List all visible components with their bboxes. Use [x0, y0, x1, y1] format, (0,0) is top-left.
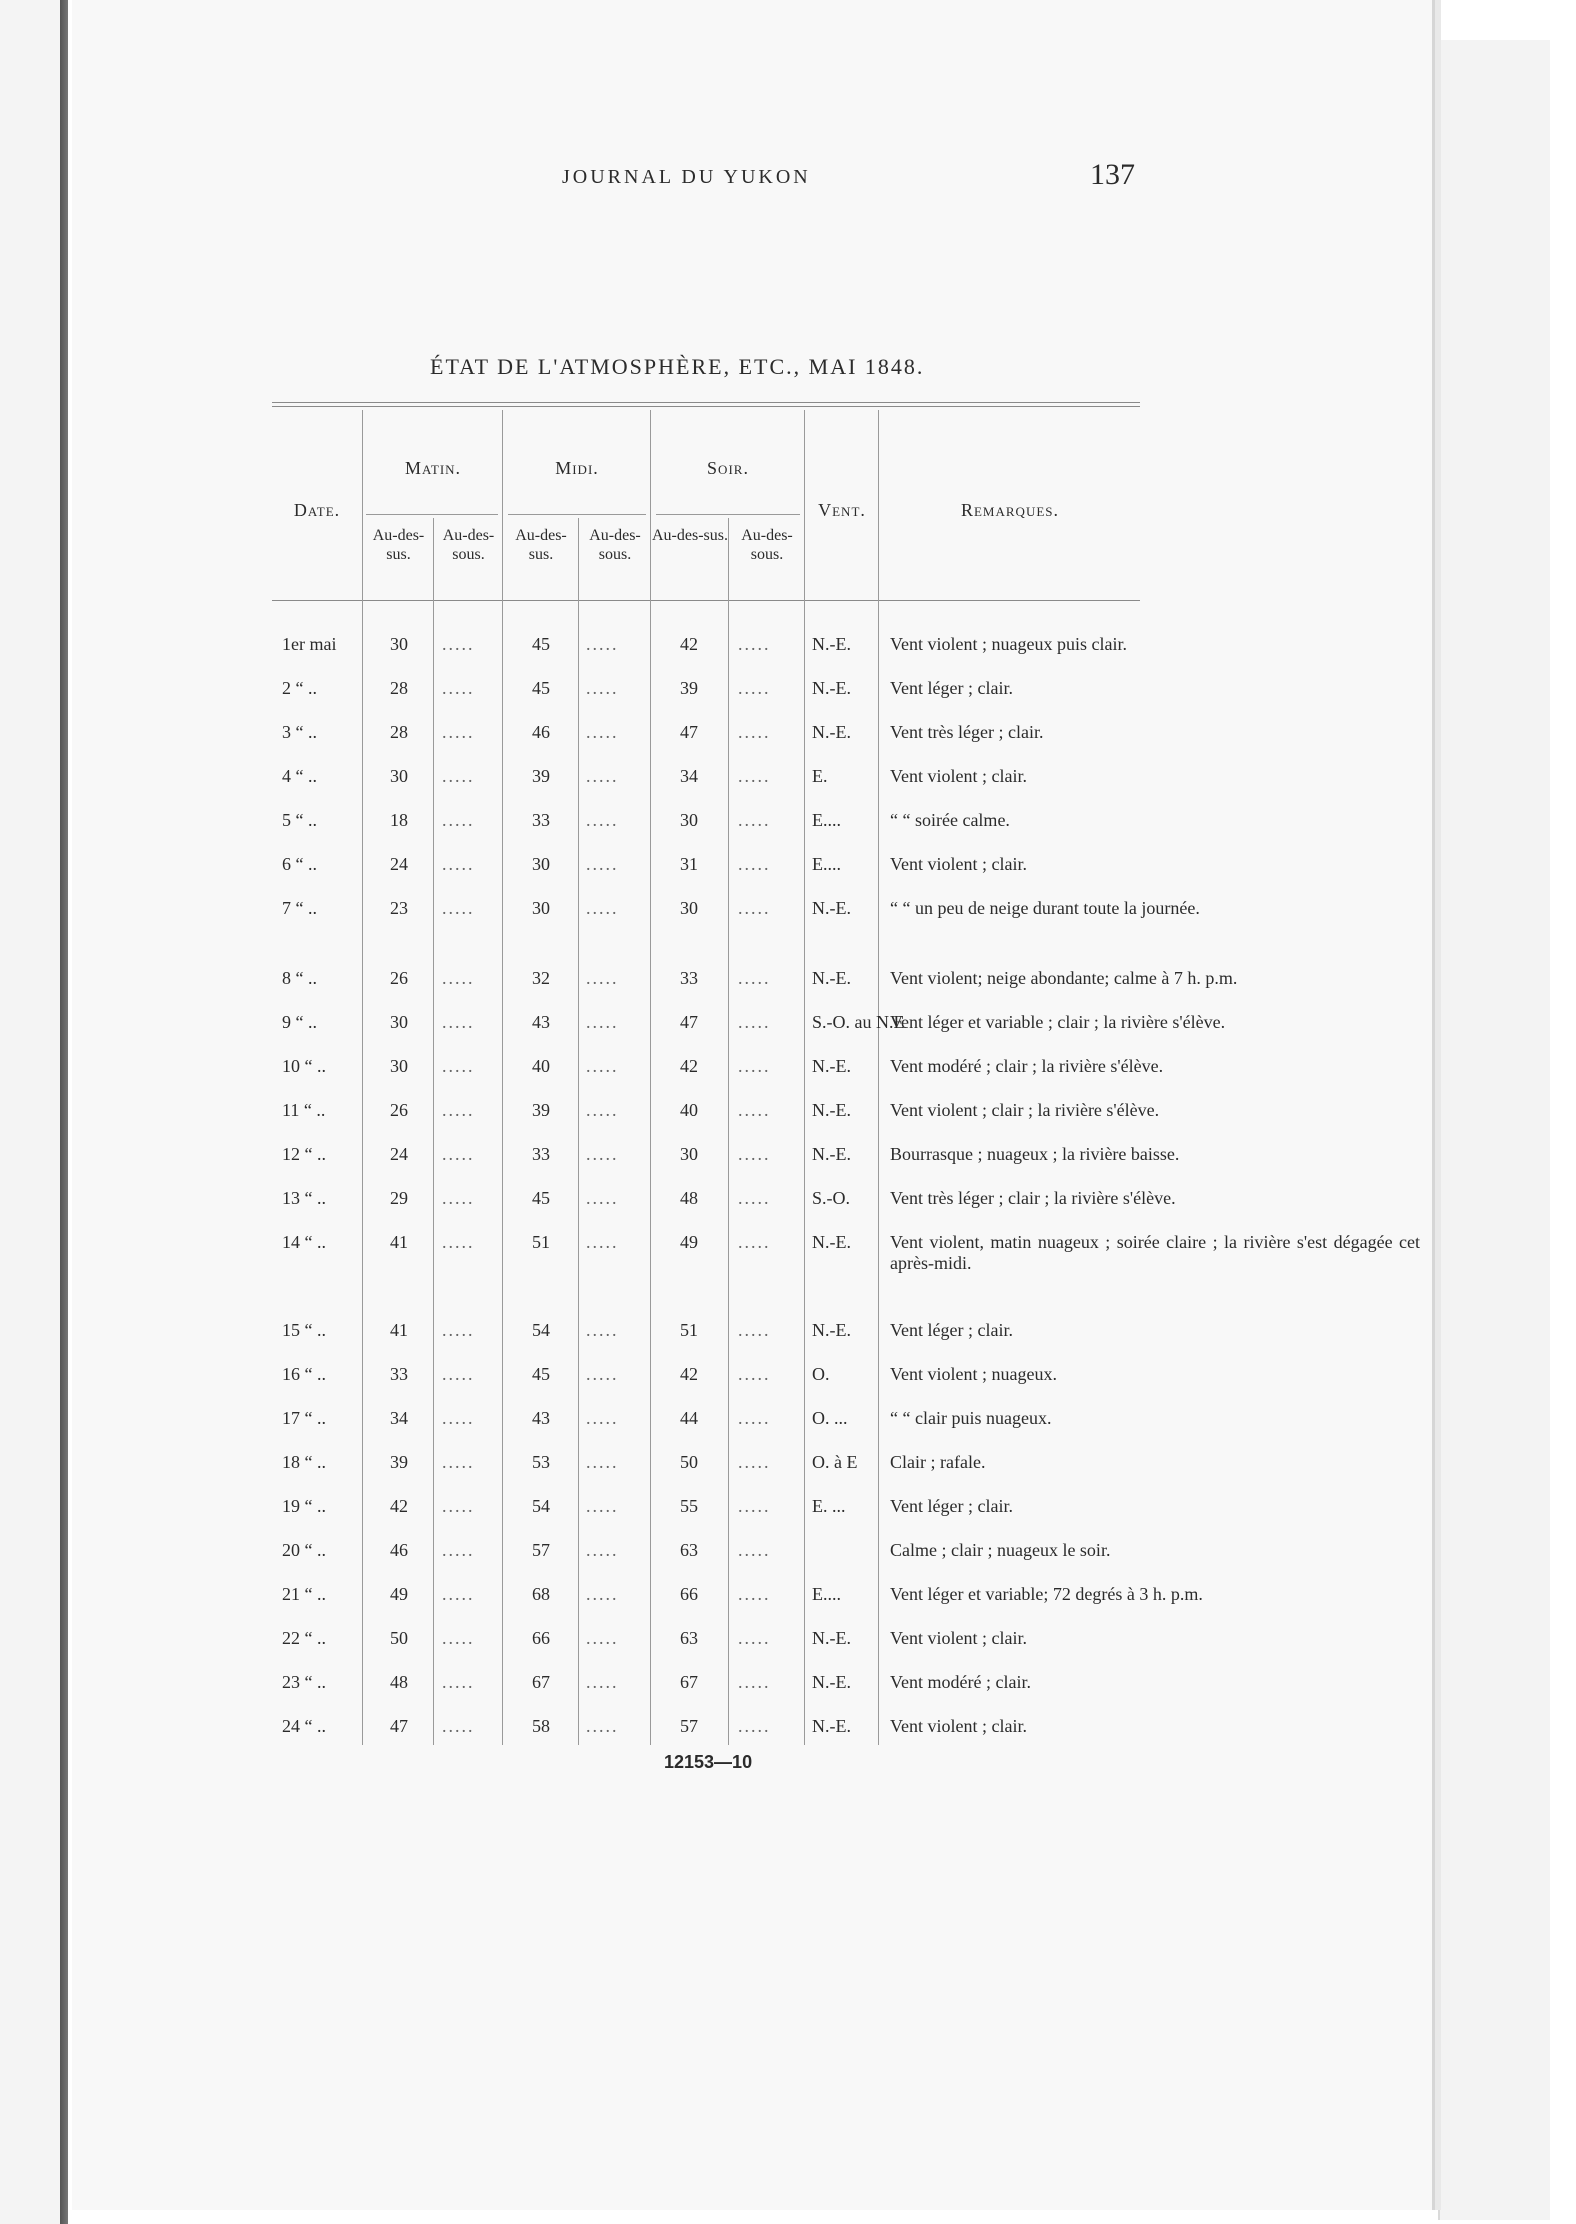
midi-dots: .....: [586, 1320, 619, 1340]
midi-value: 39: [532, 766, 550, 786]
remarks-cell: Vent violent ; clair.: [890, 1716, 1027, 1736]
soir-dots: .....: [738, 722, 771, 742]
midi-value: 45: [532, 678, 550, 698]
soir-value: 63: [680, 1540, 698, 1560]
midi-value: 67: [532, 1672, 550, 1692]
matin-value: 47: [390, 1716, 408, 1736]
remarks-cell: Vent violent ; clair.: [890, 854, 1027, 874]
midi-value: 30: [532, 898, 550, 918]
soir-value: 67: [680, 1672, 698, 1692]
soir-value: 30: [680, 1144, 698, 1164]
header-bottom-rule: [272, 600, 1140, 601]
wind-cell: N.-E.: [812, 1144, 851, 1164]
matin-value: 30: [390, 1056, 408, 1076]
book-binding: [0, 0, 68, 2224]
date-cell: 4 “ ..: [282, 766, 317, 786]
midi-value: 66: [532, 1628, 550, 1648]
soir-value: 66: [680, 1584, 698, 1604]
soir-dots: .....: [738, 766, 771, 786]
date-cell: 23 “ ..: [282, 1672, 326, 1692]
wind-cell: S.-O.: [812, 1188, 851, 1208]
soir-value: 63: [680, 1628, 698, 1648]
subheader-midi-au-dessous: Au-des-sous.: [589, 527, 641, 563]
table-top-rule-2: [272, 406, 1140, 407]
col-divider: [502, 410, 503, 1745]
table-top-rule: [272, 402, 1140, 403]
matin-dots: .....: [442, 1672, 475, 1692]
midi-dots: .....: [586, 678, 619, 698]
soir-dots: .....: [738, 1232, 771, 1252]
soir-dots: .....: [738, 1452, 771, 1472]
col-divider: [650, 410, 651, 1745]
midi-dots: .....: [586, 1716, 619, 1736]
midi-value: 45: [532, 634, 550, 654]
wind-cell: N.-E.: [812, 722, 851, 742]
date-cell: 19 “ ..: [282, 1496, 326, 1516]
midi-dots: .....: [586, 1144, 619, 1164]
matin-value: 46: [390, 1540, 408, 1560]
remarks-cell: Vent très léger ; clair.: [890, 722, 1044, 742]
matin-value: 41: [390, 1320, 408, 1340]
col-header-matin: Matin.: [404, 458, 462, 478]
matin-value: 30: [390, 766, 408, 786]
wind-cell: E....: [812, 810, 841, 830]
wind-cell: N.-E.: [812, 898, 851, 918]
matin-dots: .....: [442, 968, 475, 988]
midi-dots: .....: [586, 968, 619, 988]
midi-dots: .....: [586, 810, 619, 830]
midi-value: 53: [532, 1452, 550, 1472]
wind-cell: O. ...: [812, 1408, 848, 1428]
midi-dots: .....: [586, 1628, 619, 1648]
soir-dots: .....: [738, 1188, 771, 1208]
remarks-cell: Clair ; rafale.: [890, 1452, 986, 1472]
wind-cell: N.-E.: [812, 1320, 851, 1340]
soir-dots: .....: [738, 1100, 771, 1120]
matin-value: 39: [390, 1452, 408, 1472]
matin-value: 49: [390, 1584, 408, 1604]
remarks-cell: Vent très léger ; clair ; la rivière s'élève.: [890, 1188, 1176, 1208]
midi-value: 58: [532, 1716, 550, 1736]
soir-value: 47: [680, 1012, 698, 1032]
date-cell: 15 “ ..: [282, 1320, 326, 1340]
remarks-cell: Vent violent, matin nuageux ; soirée claire ; la rivière s'est dégagée cet après-midi.: [890, 1232, 1420, 1273]
midi-value: 68: [532, 1584, 550, 1604]
matin-dots: .....: [442, 1056, 475, 1076]
soir-dots: .....: [738, 1716, 771, 1736]
midi-value: 39: [532, 1100, 550, 1120]
date-cell: 22 “ ..: [282, 1628, 326, 1648]
wind-cell: E....: [812, 854, 841, 874]
midi-value: 33: [532, 1144, 550, 1164]
matin-dots: .....: [442, 1188, 475, 1208]
midi-dots: .....: [586, 1188, 619, 1208]
date-cell: 9 “ ..: [282, 1012, 317, 1032]
midi-dots: .....: [586, 898, 619, 918]
remarks-cell: Vent violent ; clair.: [890, 766, 1027, 786]
midi-dots: .....: [586, 1012, 619, 1032]
matin-dots: .....: [442, 1628, 475, 1648]
midi-dots: .....: [586, 766, 619, 786]
date-cell: 3 “ ..: [282, 722, 317, 742]
midi-value: 45: [532, 1364, 550, 1384]
remarks-cell: Vent léger ; clair.: [890, 678, 1013, 698]
midi-dots: .....: [586, 1584, 619, 1604]
soir-dots: .....: [738, 1540, 771, 1560]
wind-cell: O. à E: [812, 1452, 858, 1472]
matin-value: 30: [390, 1012, 408, 1032]
wind-cell: N.-E.: [812, 1232, 851, 1252]
col-header-midi: Midi.: [555, 458, 599, 478]
matin-value: 41: [390, 1232, 408, 1252]
col-header-remarques: Remarques.: [960, 500, 1059, 520]
midi-value: 45: [532, 1188, 550, 1208]
midi-value: 30: [532, 854, 550, 874]
soir-dots: .....: [738, 968, 771, 988]
soir-value: 30: [680, 898, 698, 918]
midi-dots: .....: [586, 1496, 619, 1516]
wind-cell: E....: [812, 1584, 841, 1604]
midi-dots: .....: [586, 1232, 619, 1252]
date-cell: 14 “ ..: [282, 1232, 326, 1252]
page-number: 137: [1090, 158, 1135, 191]
matin-dots: .....: [442, 810, 475, 830]
remarks-cell: “ “ clair puis nuageux.: [890, 1408, 1052, 1428]
matin-dots: .....: [442, 766, 475, 786]
midi-value: 51: [532, 1232, 550, 1252]
matin-dots: .....: [442, 1716, 475, 1736]
midi-value: 40: [532, 1056, 550, 1076]
date-cell: 13 “ ..: [282, 1188, 326, 1208]
matin-dots: .....: [442, 898, 475, 918]
matin-value: 26: [390, 968, 408, 988]
matin-value: 24: [390, 854, 408, 874]
remarks-cell: Vent léger ; clair.: [890, 1320, 1013, 1340]
next-page-edge: [1438, 40, 1550, 2220]
soir-value: 42: [680, 1364, 698, 1384]
wind-cell: E. ...: [812, 1496, 846, 1516]
midi-value: 33: [532, 810, 550, 830]
matin-dots: .....: [442, 1320, 475, 1340]
midi-dots: .....: [586, 1408, 619, 1428]
matin-dots: .....: [442, 1496, 475, 1516]
soir-dots: .....: [738, 1320, 771, 1340]
soir-dots: .....: [738, 854, 771, 874]
wind-cell: N.-E.: [812, 1056, 851, 1076]
midi-value: 32: [532, 968, 550, 988]
matin-value: 33: [390, 1364, 408, 1384]
soir-dots: .....: [738, 898, 771, 918]
soir-value: 48: [680, 1188, 698, 1208]
soir-dots: .....: [738, 1584, 771, 1604]
soir-value: 42: [680, 1056, 698, 1076]
soir-value: 33: [680, 968, 698, 988]
soir-value: 39: [680, 678, 698, 698]
soir-value: 44: [680, 1408, 698, 1428]
midi-dots: .....: [586, 1364, 619, 1384]
date-cell: 20 “ ..: [282, 1540, 326, 1560]
footer-code: 12153—10: [664, 1752, 753, 1772]
soir-dots: .....: [738, 1056, 771, 1076]
wind-cell: N.-E.: [812, 1672, 851, 1692]
group-rule-midi: [508, 514, 646, 515]
soir-value: 50: [680, 1452, 698, 1472]
soir-dots: .....: [738, 678, 771, 698]
col-divider: [728, 518, 729, 1745]
subheader-midi-au-dessus: Au-des-sus.: [515, 527, 567, 563]
soir-dots: .....: [738, 1144, 771, 1164]
wind-cell: O.: [812, 1364, 830, 1384]
date-cell: 21 “ ..: [282, 1584, 326, 1604]
matin-dots: .....: [442, 1364, 475, 1384]
midi-dots: .....: [586, 1540, 619, 1560]
date-cell: 7 “ ..: [282, 898, 317, 918]
matin-dots: .....: [442, 1100, 475, 1120]
matin-dots: .....: [442, 1012, 475, 1032]
soir-dots: .....: [738, 1408, 771, 1428]
soir-dots: .....: [738, 1364, 771, 1384]
subheader-matin-au-dessus: Au-des-sus.: [372, 527, 425, 563]
matin-value: 26: [390, 1100, 408, 1120]
midi-dots: .....: [586, 1452, 619, 1472]
col-header-soir: Soir.: [707, 458, 749, 478]
matin-dots: .....: [442, 1584, 475, 1604]
midi-value: 54: [532, 1496, 550, 1516]
date-cell: 16 “ ..: [282, 1364, 326, 1384]
matin-value: 42: [390, 1496, 408, 1516]
subheader-soir-au-dessus: Au-des-sus.: [652, 527, 728, 544]
wind-cell: N.-E.: [812, 968, 851, 988]
matin-dots: .....: [442, 722, 475, 742]
col-divider: [433, 518, 434, 1745]
date-cell: 18 “ ..: [282, 1452, 326, 1472]
midi-value: 46: [532, 722, 550, 742]
group-rule-soir: [656, 514, 800, 515]
matin-dots: .....: [442, 1540, 475, 1560]
date-cell: 11 “ ..: [282, 1100, 326, 1120]
wind-cell: N.-E.: [812, 1716, 851, 1736]
running-header: JOURNAL DU YUKON: [562, 166, 811, 188]
date-cell: 6 “ ..: [282, 854, 317, 874]
matin-value: 23: [390, 898, 408, 918]
wind-cell: N.-E.: [812, 634, 851, 654]
midi-value: 43: [532, 1012, 550, 1032]
remarks-cell: Calme ; clair ; nuageux le soir.: [890, 1540, 1111, 1560]
date-cell: 10 “ ..: [282, 1056, 326, 1076]
subheader-soir-au-dessous: Au-des-sous.: [741, 527, 793, 563]
midi-dots: .....: [586, 1672, 619, 1692]
soir-value: 55: [680, 1496, 698, 1516]
soir-value: 31: [680, 854, 698, 874]
matin-value: 18: [390, 810, 408, 830]
matin-value: 50: [390, 1628, 408, 1648]
soir-value: 57: [680, 1716, 698, 1736]
midi-value: 43: [532, 1408, 550, 1428]
remarks-cell: Vent violent ; nuageux puis clair.: [890, 634, 1127, 654]
matin-dots: .....: [442, 1452, 475, 1472]
date-cell: 5 “ ..: [282, 810, 317, 830]
remarks-cell: Vent violent ; clair.: [890, 1628, 1027, 1648]
wind-cell: S.-O. au N.E: [812, 1012, 905, 1032]
remarks-cell: “ “ soirée calme.: [890, 810, 1010, 830]
wind-cell: N.-E.: [812, 1628, 851, 1648]
col-divider: [578, 518, 579, 1745]
matin-value: 34: [390, 1408, 408, 1428]
matin-value: 24: [390, 1144, 408, 1164]
wind-cell: N.-E.: [812, 678, 851, 698]
soir-dots: .....: [738, 1628, 771, 1648]
soir-dots: .....: [738, 634, 771, 654]
remarks-cell: Vent léger ; clair.: [890, 1496, 1013, 1516]
date-cell: 1er mai: [282, 634, 337, 654]
matin-dots: .....: [442, 634, 475, 654]
wind-cell: E.: [812, 766, 828, 786]
subheader-matin-au-dessous: Au-des-sous.: [442, 527, 495, 563]
matin-value: 28: [390, 678, 408, 698]
col-divider: [878, 410, 879, 1745]
group-rule-matin: [366, 514, 498, 515]
remarks-cell: Bourrasque ; nuageux ; la rivière baisse.: [890, 1144, 1180, 1164]
midi-value: 57: [532, 1540, 550, 1560]
midi-dots: .....: [586, 1100, 619, 1120]
remarks-cell: “ “ un peu de neige durant toute la journée.: [890, 898, 1200, 918]
midi-dots: .....: [586, 1056, 619, 1076]
remarks-cell: Vent modéré ; clair ; la rivière s'élève.: [890, 1056, 1164, 1076]
soir-value: 42: [680, 634, 698, 654]
matin-value: 30: [390, 634, 408, 654]
date-cell: 12 “ ..: [282, 1144, 326, 1164]
midi-value: 54: [532, 1320, 550, 1340]
matin-dots: .....: [442, 854, 475, 874]
date-cell: 17 “ ..: [282, 1408, 326, 1428]
soir-value: 47: [680, 722, 698, 742]
soir-value: 51: [680, 1320, 698, 1340]
matin-value: 48: [390, 1672, 408, 1692]
matin-dots: .....: [442, 678, 475, 698]
soir-dots: .....: [738, 1672, 771, 1692]
remarks-cell: Vent léger et variable; 72 degrés à 3 h. p.m.: [890, 1584, 1203, 1604]
date-cell: 8 “ ..: [282, 968, 317, 988]
col-header-vent: Vent.: [818, 500, 866, 520]
soir-dots: .....: [738, 810, 771, 830]
midi-dots: .....: [586, 634, 619, 654]
matin-value: 29: [390, 1188, 408, 1208]
matin-dots: .....: [442, 1144, 475, 1164]
soir-value: 34: [680, 766, 698, 786]
col-divider: [804, 410, 805, 1745]
wind-cell: N.-E.: [812, 1100, 851, 1120]
matin-dots: .....: [442, 1232, 475, 1252]
midi-dots: .....: [586, 854, 619, 874]
remarks-cell: Vent violent ; clair ; la rivière s'élève.: [890, 1100, 1160, 1120]
soir-value: 40: [680, 1100, 698, 1120]
midi-dots: .....: [586, 722, 619, 742]
soir-value: 30: [680, 810, 698, 830]
col-header-date: Date.: [293, 500, 341, 520]
remarks-cell: Vent léger et variable ; clair ; la rivière s'élève.: [890, 1012, 1226, 1032]
matin-dots: .....: [442, 1408, 475, 1428]
soir-value: 49: [680, 1232, 698, 1252]
date-cell: 24 “ ..: [282, 1716, 326, 1736]
remarks-cell: Vent violent; neige abondante; calme à 7 h. p.m.: [890, 968, 1238, 988]
matin-value: 28: [390, 722, 408, 742]
soir-dots: .....: [738, 1012, 771, 1032]
remarks-cell: Vent modéré ; clair.: [890, 1672, 1031, 1692]
table-title: ÉTAT DE L'ATMOSPHÈRE, ETC., MAI 1848.: [430, 354, 925, 379]
remarks-cell: Vent violent ; nuageux.: [890, 1364, 1057, 1384]
soir-dots: .....: [738, 1496, 771, 1516]
date-cell: 2 “ ..: [282, 678, 317, 698]
